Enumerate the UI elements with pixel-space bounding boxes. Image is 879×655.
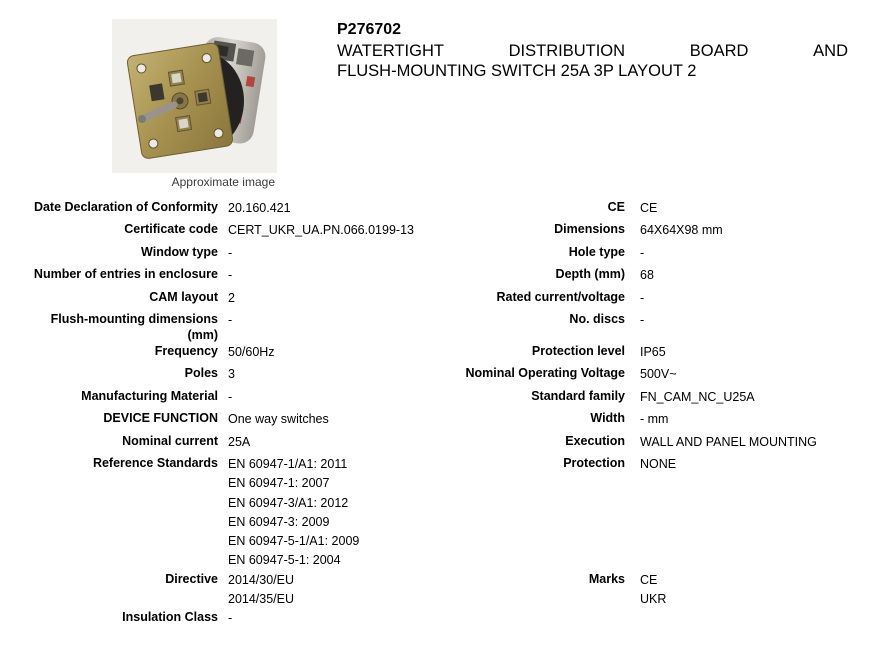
spec-label-rated-current-voltage: Rated current/voltage — [496, 289, 625, 304]
spec-value-insulation-class: - — [228, 611, 233, 626]
spec-label-empty — [445, 609, 625, 631]
product-photo-block — [112, 19, 277, 189]
spec-label-nominal-operating-voltage: Nominal Operating Voltage — [465, 366, 625, 381]
spec-value-device-function: One way switches — [228, 412, 329, 427]
spec-value-line: EN 60947-1/A1: 2011 — [228, 456, 348, 471]
spec-value-line: EN 60947-3/A1: 2012 — [228, 495, 349, 510]
spec-label-no-discs: No. discs — [569, 311, 625, 326]
spec-value-marks — [625, 571, 879, 610]
spec-label-poles: Poles — [184, 366, 218, 381]
spec-label-depth-mm: Depth (mm) — [555, 267, 625, 282]
spec-label-ce: CE — [607, 200, 625, 214]
spec-value-poles: 3 — [228, 367, 235, 382]
spec-label-frequency: Frequency — [154, 343, 218, 358]
spec-value-window-type: - — [228, 245, 233, 260]
spec-value-protection-level: IP65 — [640, 344, 666, 359]
spec-value-reference-standards — [218, 455, 445, 571]
spec-label-certificate-code: Certificate code — [124, 222, 218, 237]
spec-label-protection: Protection — [563, 455, 625, 470]
spec-label-cam-layout: CAM layout — [149, 289, 218, 304]
spec-value-certificate-code: CERT_UKR_UA.PN.066.0199-13 — [228, 223, 414, 238]
spec-label-reference-standards: Reference Standards — [92, 455, 218, 470]
spec-label-insulation-class: Insulation Class — [122, 610, 218, 625]
spec-label-date-declaration-of-conformity: Date Declaration of Conformity — [33, 200, 218, 214]
title-word: BOARD — [689, 42, 749, 60]
spec-value-line: UKR — [640, 591, 667, 606]
spec-value-cam-layout: 2 — [228, 290, 235, 305]
spec-value-standard-family: FN_CAM_NC_U25A — [640, 389, 755, 404]
spec-label-marks: Marks — [588, 571, 625, 586]
spec-value-directive — [218, 571, 445, 610]
spec-value-line: EN 60947-3: 2009 — [228, 514, 330, 529]
spec-value-depth-mm: 68 — [640, 268, 654, 283]
cam-switch-photo-illustration — [112, 19, 277, 173]
spec-value-dimensions: 64X64X98 mm — [640, 223, 723, 238]
spec-value-nominal-operating-voltage: 500V~ — [640, 367, 677, 382]
spec-value-line: EN 60947-5-1: 2004 — [228, 553, 341, 568]
spec-label-device-function: DEVICE FUNCTION — [103, 411, 218, 426]
title-word: WATERTIGHT — [337, 42, 444, 60]
spec-value-line: EN 60947-5-1/A1: 2009 — [228, 534, 360, 549]
spec-value-manufacturing-material: - — [228, 389, 233, 404]
spec-value-frequency: 50/60Hz — [228, 344, 275, 359]
spec-value-nominal-current: 25A — [228, 434, 251, 449]
spec-value-line: CE — [640, 572, 658, 587]
spec-value-number-of-entries: - — [228, 268, 233, 283]
spec-value-protection: NONE — [640, 456, 677, 471]
spec-value-line: EN 60947-1: 2007 — [228, 476, 330, 491]
spec-label-width: Width — [590, 411, 625, 426]
title-word: DISTRIBUTION — [508, 42, 626, 60]
product-title-line2: FLUSH-MOUNTING SWITCH 25A 3P LAYOUT 2 — [337, 61, 697, 80]
title-word: AND — [813, 42, 848, 60]
spec-label-hole-type: Hole type — [568, 244, 625, 259]
spec-value-execution: WALL AND PANEL MOUNTING — [640, 434, 817, 449]
spec-label-execution: Execution — [565, 433, 625, 448]
spec-table — [0, 199, 879, 632]
spec-label-manufacturing-material: Manufacturing Material — [81, 388, 218, 403]
product-title-line1 — [337, 42, 848, 62]
spec-label-window-type: Window type — [141, 244, 218, 259]
spec-label-directive: Directive — [165, 571, 218, 586]
spec-label-number-of-entries: Number of entries in enclosure — [33, 267, 218, 282]
photo-caption: Approximate image — [171, 175, 275, 189]
spec-value-flush-mounting-dimensions: - — [228, 312, 233, 327]
spec-value-ce: CE — [640, 201, 658, 215]
title-block — [337, 21, 848, 81]
spec-label-dimensions: Dimensions — [554, 222, 625, 237]
spec-value-width: - mm — [640, 412, 669, 427]
spec-label-nominal-current: Nominal current — [122, 433, 218, 448]
spec-label-flush-mounting-dimensions: Flush-mounting dimensions (mm) — [50, 311, 218, 342]
spec-value-empty — [625, 609, 879, 631]
spec-value-hole-type: - — [640, 245, 645, 260]
spec-value-date-declaration-of-conformity: 20.160.421 — [228, 201, 291, 215]
spec-value-rated-current-voltage: - — [640, 290, 645, 305]
spec-value-line: 2014/35/EU — [228, 591, 295, 606]
spec-label-protection-level: Protection level — [531, 343, 625, 358]
product-code: P276702 — [337, 21, 402, 38]
spec-label-standard-family: Standard family — [531, 388, 625, 403]
spec-value-line: 2014/30/EU — [228, 572, 295, 587]
spec-value-no-discs: - — [640, 312, 645, 327]
